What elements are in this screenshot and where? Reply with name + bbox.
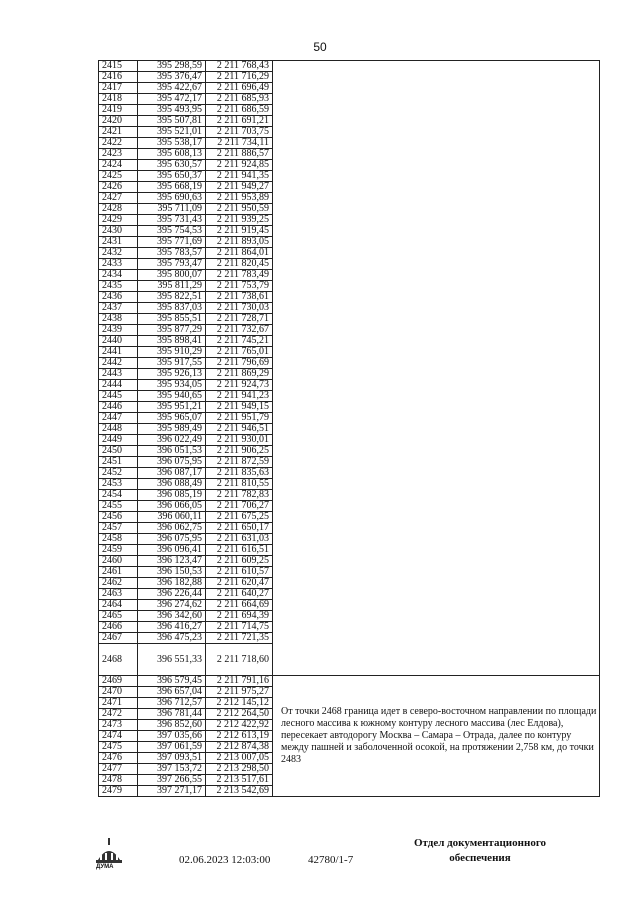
y-coordinate-cell: 2 211 864,01	[206, 248, 273, 259]
y-coordinate-cell: 2 211 728,71	[206, 314, 273, 325]
y-coordinate-cell: 2 211 696,49	[206, 83, 273, 94]
x-coordinate-cell: 396 852,60	[138, 720, 206, 731]
point-number-cell: 2447	[99, 413, 138, 424]
x-coordinate-cell: 396 096,41	[138, 545, 206, 556]
coordinates-table	[98, 60, 600, 797]
stamp-date: 02.06.2023 12:03:00	[179, 854, 271, 866]
y-coordinate-cell: 2 211 753,79	[206, 281, 273, 292]
point-number-cell: 2441	[99, 347, 138, 358]
x-coordinate-cell: 397 035,66	[138, 731, 206, 742]
y-coordinate-cell: 2 211 620,47	[206, 578, 273, 589]
y-coordinate-cell: 2 211 650,17	[206, 523, 273, 534]
point-number-cell: 2471	[99, 698, 138, 709]
y-coordinate-cell: 2 212 145,12	[206, 698, 273, 709]
y-coordinate-cell: 2 211 765,01	[206, 347, 273, 358]
point-number-cell: 2476	[99, 753, 138, 764]
point-number-cell: 2417	[99, 83, 138, 94]
x-coordinate-cell: 396 075,95	[138, 457, 206, 468]
y-coordinate-cell: 2 211 738,61	[206, 292, 273, 303]
point-number-cell: 2467	[99, 633, 138, 644]
point-number-cell: 2431	[99, 237, 138, 248]
x-coordinate-cell: 395 783,57	[138, 248, 206, 259]
boundary-description: От точки 2468 граница идет в северо-восточном направлении по площади лесного массива к южному контуру лесного массива (лес Елдова), пересекает автодорогу Москва – Самара – Отрада, далее по контуру между пашней и заболоченной осокой, на протяжении 2,758 км, до точки 2483	[281, 706, 597, 765]
y-coordinate-cell: 2 213 517,61	[206, 775, 273, 786]
point-number-cell: 2445	[99, 391, 138, 402]
x-coordinate-cell: 395 538,17	[138, 138, 206, 149]
y-coordinate-cell: 2 211 716,29	[206, 72, 273, 83]
x-coordinate-cell: 395 690,63	[138, 193, 206, 204]
x-coordinate-cell: 395 521,01	[138, 127, 206, 138]
x-coordinate-cell: 395 811,29	[138, 281, 206, 292]
point-number-cell: 2432	[99, 248, 138, 259]
x-coordinate-cell: 396 712,57	[138, 698, 206, 709]
x-coordinate-cell: 396 342,60	[138, 611, 206, 622]
x-coordinate-cell: 397 153,72	[138, 764, 206, 775]
point-number-cell: 2430	[99, 226, 138, 237]
point-number-cell: 2472	[99, 709, 138, 720]
y-coordinate-cell: 2 211 782,83	[206, 490, 273, 501]
point-number-cell: 2427	[99, 193, 138, 204]
point-number-cell: 2463	[99, 589, 138, 600]
stamp-number: 42780/1-7	[308, 854, 354, 866]
point-number-cell: 2433	[99, 259, 138, 270]
y-coordinate-cell: 2 211 930,01	[206, 435, 273, 446]
y-coordinate-cell: 2 211 949,27	[206, 182, 273, 193]
point-number-cell: 2426	[99, 182, 138, 193]
x-coordinate-cell: 396 075,95	[138, 534, 206, 545]
page-number: 50	[313, 40, 327, 54]
y-coordinate-cell: 2 211 950,59	[206, 204, 273, 215]
point-number-cell: 2442	[99, 358, 138, 369]
x-coordinate-cell: 395 793,47	[138, 259, 206, 270]
x-coordinate-cell: 395 731,43	[138, 215, 206, 226]
y-coordinate-cell: 2 211 675,25	[206, 512, 273, 523]
point-number-cell: 2420	[99, 116, 138, 127]
x-coordinate-cell: 395 822,51	[138, 292, 206, 303]
x-coordinate-cell: 395 877,29	[138, 325, 206, 336]
point-number-cell: 2462	[99, 578, 138, 589]
point-number-cell: 2416	[99, 72, 138, 83]
y-coordinate-cell: 2 211 706,27	[206, 501, 273, 512]
x-coordinate-cell: 396 062,75	[138, 523, 206, 534]
point-number-cell: 2440	[99, 336, 138, 347]
y-coordinate-cell: 2 212 264,50	[206, 709, 273, 720]
point-number-cell: 2429	[99, 215, 138, 226]
y-coordinate-cell: 2 211 694,39	[206, 611, 273, 622]
y-coordinate-cell: 2 211 924,85	[206, 160, 273, 171]
point-number-cell: 2468	[99, 644, 138, 676]
x-coordinate-cell: 395 507,81	[138, 116, 206, 127]
point-number-cell: 2434	[99, 270, 138, 281]
point-number-cell: 2449	[99, 435, 138, 446]
x-coordinate-cell: 396 123,47	[138, 556, 206, 567]
x-coordinate-cell: 396 051,53	[138, 446, 206, 457]
y-coordinate-cell: 2 211 872,59	[206, 457, 273, 468]
y-coordinate-cell: 2 211 685,93	[206, 94, 273, 105]
y-coordinate-cell: 2 212 874,38	[206, 742, 273, 753]
point-number-cell: 2469	[99, 676, 138, 687]
y-coordinate-cell: 2 212 613,19	[206, 731, 273, 742]
x-coordinate-cell: 395 940,65	[138, 391, 206, 402]
point-number-cell: 2459	[99, 545, 138, 556]
point-number-cell: 2443	[99, 369, 138, 380]
point-number-cell: 2437	[99, 303, 138, 314]
x-coordinate-cell: 397 061,59	[138, 742, 206, 753]
x-coordinate-cell: 395 472,17	[138, 94, 206, 105]
point-number-cell: 2455	[99, 501, 138, 512]
x-coordinate-cell: 395 608,13	[138, 149, 206, 160]
y-coordinate-cell: 2 211 718,60	[206, 644, 273, 676]
x-coordinate-cell: 395 630,57	[138, 160, 206, 171]
y-coordinate-cell: 2 213 298,50	[206, 764, 273, 775]
y-coordinate-cell: 2 211 791,16	[206, 676, 273, 687]
point-number-cell: 2450	[99, 446, 138, 457]
point-number-cell: 2421	[99, 127, 138, 138]
point-number-cell: 2422	[99, 138, 138, 149]
y-coordinate-cell: 2 211 941,35	[206, 171, 273, 182]
x-coordinate-cell: 395 376,47	[138, 72, 206, 83]
point-number-cell: 2474	[99, 731, 138, 742]
point-number-cell: 2473	[99, 720, 138, 731]
point-number-cell: 2475	[99, 742, 138, 753]
table-row	[99, 676, 600, 687]
x-coordinate-cell: 395 668,19	[138, 182, 206, 193]
y-coordinate-cell: 2 211 721,35	[206, 633, 273, 644]
x-coordinate-cell: 395 910,29	[138, 347, 206, 358]
description-cell-empty	[273, 61, 600, 676]
y-coordinate-cell: 2 211 941,23	[206, 391, 273, 402]
x-coordinate-cell: 396 226,44	[138, 589, 206, 600]
x-coordinate-cell: 396 022,49	[138, 435, 206, 446]
point-number-cell: 2436	[99, 292, 138, 303]
x-coordinate-cell: 396 475,23	[138, 633, 206, 644]
x-coordinate-cell: 397 093,51	[138, 753, 206, 764]
y-coordinate-cell: 2 211 616,51	[206, 545, 273, 556]
y-coordinate-cell: 2 211 734,11	[206, 138, 273, 149]
y-coordinate-cell: 2 211 835,63	[206, 468, 273, 479]
point-number-cell: 2479	[99, 786, 138, 797]
point-number-cell: 2418	[99, 94, 138, 105]
point-number-cell: 2458	[99, 534, 138, 545]
point-number-cell: 2477	[99, 764, 138, 775]
y-coordinate-cell: 2 211 869,29	[206, 369, 273, 380]
point-number-cell: 2446	[99, 402, 138, 413]
x-coordinate-cell: 395 650,37	[138, 171, 206, 182]
y-coordinate-cell: 2 211 732,67	[206, 325, 273, 336]
description-cell	[273, 676, 600, 797]
point-number-cell: 2424	[99, 160, 138, 171]
y-coordinate-cell: 2 211 783,49	[206, 270, 273, 281]
x-coordinate-cell: 396 657,04	[138, 687, 206, 698]
y-coordinate-cell: 2 211 924,73	[206, 380, 273, 391]
point-number-cell: 2423	[99, 149, 138, 160]
y-coordinate-cell: 2 211 906,25	[206, 446, 273, 457]
y-coordinate-cell: 2 211 610,57	[206, 567, 273, 578]
y-coordinate-cell: 2 211 820,45	[206, 259, 273, 270]
x-coordinate-cell: 396 274,62	[138, 600, 206, 611]
y-coordinate-cell: 2 211 703,75	[206, 127, 273, 138]
y-coordinate-cell: 2 213 007,05	[206, 753, 273, 764]
x-coordinate-cell: 397 271,17	[138, 786, 206, 797]
point-number-cell: 2428	[99, 204, 138, 215]
point-number-cell: 2451	[99, 457, 138, 468]
y-coordinate-cell: 2 211 640,27	[206, 589, 273, 600]
point-number-cell: 2425	[99, 171, 138, 182]
x-coordinate-cell: 396 551,33	[138, 644, 206, 676]
y-coordinate-cell: 2 211 631,03	[206, 534, 273, 545]
y-coordinate-cell: 2 211 609,25	[206, 556, 273, 567]
point-number-cell: 2457	[99, 523, 138, 534]
y-coordinate-cell: 2 211 768,43	[206, 61, 273, 72]
x-coordinate-cell: 395 951,21	[138, 402, 206, 413]
x-coordinate-cell: 395 965,07	[138, 413, 206, 424]
x-coordinate-cell: 396 085,19	[138, 490, 206, 501]
x-coordinate-cell: 396 060,11	[138, 512, 206, 523]
point-number-cell: 2453	[99, 479, 138, 490]
department-stamp: Отдел документационного обеспечения	[413, 837, 547, 864]
y-coordinate-cell: 2 211 953,89	[206, 193, 273, 204]
point-number-cell: 2478	[99, 775, 138, 786]
x-coordinate-cell: 395 989,49	[138, 424, 206, 435]
y-coordinate-cell: 2 211 951,79	[206, 413, 273, 424]
y-coordinate-cell: 2 211 691,21	[206, 116, 273, 127]
x-coordinate-cell: 395 422,67	[138, 83, 206, 94]
y-coordinate-cell: 2 213 542,69	[206, 786, 273, 797]
point-number-cell: 2452	[99, 468, 138, 479]
point-number-cell: 2461	[99, 567, 138, 578]
x-coordinate-cell: 395 298,59	[138, 61, 206, 72]
logo-caption: ДУМА	[96, 864, 114, 870]
x-coordinate-cell: 395 898,41	[138, 336, 206, 347]
y-coordinate-cell: 2 211 919,45	[206, 226, 273, 237]
point-number-cell: 2460	[99, 556, 138, 567]
y-coordinate-cell: 2 211 810,55	[206, 479, 273, 490]
y-coordinate-cell: 2 211 893,05	[206, 237, 273, 248]
point-number-cell: 2470	[99, 687, 138, 698]
x-coordinate-cell: 396 182,88	[138, 578, 206, 589]
point-number-cell: 2439	[99, 325, 138, 336]
point-number-cell: 2464	[99, 600, 138, 611]
x-coordinate-cell: 396 088,49	[138, 479, 206, 490]
y-coordinate-cell: 2 211 664,69	[206, 600, 273, 611]
x-coordinate-cell: 395 711,09	[138, 204, 206, 215]
y-coordinate-cell: 2 211 886,57	[206, 149, 273, 160]
point-number-cell: 2444	[99, 380, 138, 391]
point-number-cell: 2415	[99, 61, 138, 72]
y-coordinate-cell: 2 211 686,59	[206, 105, 273, 116]
point-number-cell: 2465	[99, 611, 138, 622]
point-number-cell: 2456	[99, 512, 138, 523]
x-coordinate-cell: 395 926,13	[138, 369, 206, 380]
y-coordinate-cell: 2 211 949,15	[206, 402, 273, 413]
table-row	[99, 61, 600, 72]
x-coordinate-cell: 395 754,53	[138, 226, 206, 237]
x-coordinate-cell: 395 917,55	[138, 358, 206, 369]
x-coordinate-cell: 396 087,17	[138, 468, 206, 479]
x-coordinate-cell: 395 771,69	[138, 237, 206, 248]
x-coordinate-cell: 395 934,05	[138, 380, 206, 391]
x-coordinate-cell: 395 837,03	[138, 303, 206, 314]
x-coordinate-cell: 397 266,55	[138, 775, 206, 786]
y-coordinate-cell: 2 211 939,25	[206, 215, 273, 226]
x-coordinate-cell: 396 150,53	[138, 567, 206, 578]
x-coordinate-cell: 396 066,05	[138, 501, 206, 512]
y-coordinate-cell: 2 212 422,92	[206, 720, 273, 731]
y-coordinate-cell: 2 211 946,51	[206, 424, 273, 435]
x-coordinate-cell: 395 493,95	[138, 105, 206, 116]
y-coordinate-cell: 2 211 796,69	[206, 358, 273, 369]
point-number-cell: 2419	[99, 105, 138, 116]
point-number-cell: 2435	[99, 281, 138, 292]
x-coordinate-cell: 396 781,44	[138, 709, 206, 720]
point-number-cell: 2466	[99, 622, 138, 633]
x-coordinate-cell: 396 416,27	[138, 622, 206, 633]
y-coordinate-cell: 2 211 745,21	[206, 336, 273, 347]
x-coordinate-cell: 395 855,51	[138, 314, 206, 325]
y-coordinate-cell: 2 211 975,27	[206, 687, 273, 698]
point-number-cell: 2438	[99, 314, 138, 325]
y-coordinate-cell: 2 211 730,03	[206, 303, 273, 314]
x-coordinate-cell: 395 800,07	[138, 270, 206, 281]
point-number-cell: 2448	[99, 424, 138, 435]
x-coordinate-cell: 396 579,45	[138, 676, 206, 687]
y-coordinate-cell: 2 211 714,75	[206, 622, 273, 633]
point-number-cell: 2454	[99, 490, 138, 501]
